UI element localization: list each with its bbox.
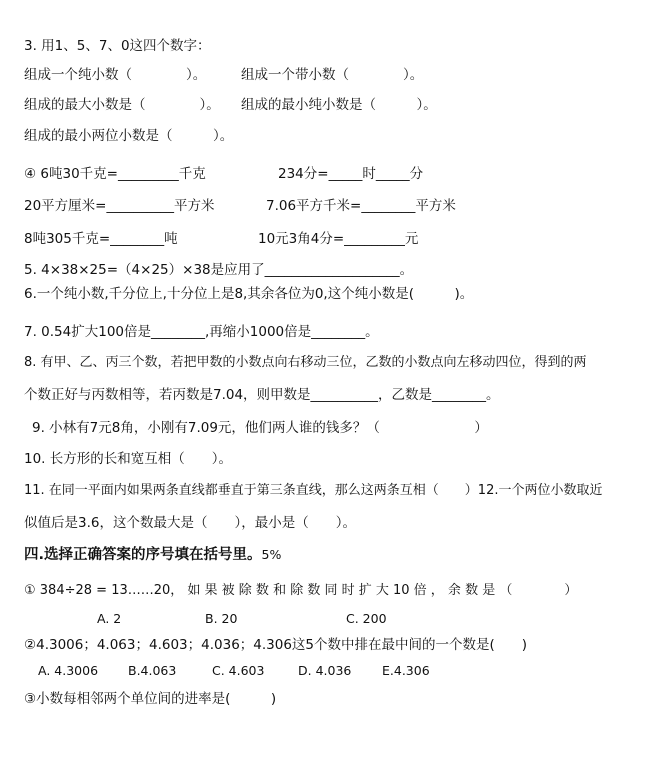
- choice2-question: ②4.3006；4.063；4.603；4.036；4.306这5个数中排在最中间的一个数是( ): [24, 637, 528, 653]
- choice2-option-e: E.4.306: [382, 663, 430, 678]
- q3-pure-decimal: 组成一个纯小数（ ）。: [24, 67, 207, 83]
- q4-ton-kg: ④ 6吨30千克=_________千克: [24, 166, 206, 182]
- q3-smallest-two-place: 组成的最小两位小数是（ ）。: [24, 128, 234, 144]
- choice2-option-c: C. 4.603: [212, 663, 265, 678]
- q4-minutes-hours: 234分=_____时_____分: [278, 166, 424, 182]
- q5: 5. 4×38×25=（4×25）×38是应用了____________________。: [24, 262, 414, 278]
- choice2-option-a: A. 4.3006: [38, 663, 99, 678]
- q3-title: 3. 用1、5、7、0这四个数字：: [24, 38, 211, 54]
- choice2-option-b: B.4.063: [128, 663, 177, 678]
- choice1-option-c: C. 200: [346, 611, 387, 626]
- q9: 9. 小林有7元8角，小刚有7.09元，他们两人谁的钱多？（ ）: [32, 420, 488, 436]
- q3-largest-decimal: 组成的最大小数是（ ）。: [24, 97, 220, 113]
- q8-line1: 8. 有甲、乙、丙三个数，若把甲数的小数点向右移动三位，乙数的小数点向左移动四位，得到的两: [24, 355, 587, 370]
- q6: 6.一个纯小数,千分位上,十分位上是8,其余各位为0,这个纯小数是( )。: [24, 286, 474, 302]
- choice3-question: ③小数每相邻两个单位间的进率是( ): [24, 691, 277, 707]
- q4-kg-ton: 8吨305千克=________吨: [24, 231, 178, 247]
- q3-mixed-decimal: 组成一个带小数（ ）。: [241, 67, 424, 83]
- q7: 7. 0.54扩大100倍是________,再缩小1000倍是________。: [24, 324, 379, 340]
- q11-line2: 似值后是3.6，这个数最大是（ ），最小是（ ）。: [24, 515, 356, 531]
- q10: 10. 长方形的长和宽互相（ ）。: [24, 451, 233, 467]
- q4-cm2-m2: 20平方厘米=__________平方米: [24, 198, 215, 214]
- q3-smallest-pure-decimal: 组成的最小纯小数是（ ）。: [241, 97, 437, 113]
- section4-title: [24, 546, 281, 564]
- choice1-option-b: B. 20: [205, 611, 238, 626]
- section4-score: 5%: [261, 547, 282, 562]
- section4-title-text: 四.选择正确答案的序号填在括号里。: [24, 547, 262, 563]
- q4-km2-m2: 7.06平方千米=________平方米: [266, 198, 456, 214]
- choice2-option-d: D. 4.036: [298, 663, 352, 678]
- choice1-option-a: A. 2: [97, 611, 122, 626]
- q8-line2: 个数正好与丙数相等，若丙数是7.04，则甲数是__________，乙数是________。: [24, 387, 500, 403]
- choice1-question: ① 384÷28 = 13……20， 如 果 被 除 数 和 除 数 同 时 扩 大 10 倍 ， 余 数 是 （ ）: [24, 583, 578, 598]
- q11-line1: 11. 在同一平面内如果两条直线都垂直于第三条直线，那么这两条互相（ ）12.一个两位小数取近: [24, 483, 603, 498]
- q4-yuan: 10元3角4分=_________元: [258, 231, 419, 247]
